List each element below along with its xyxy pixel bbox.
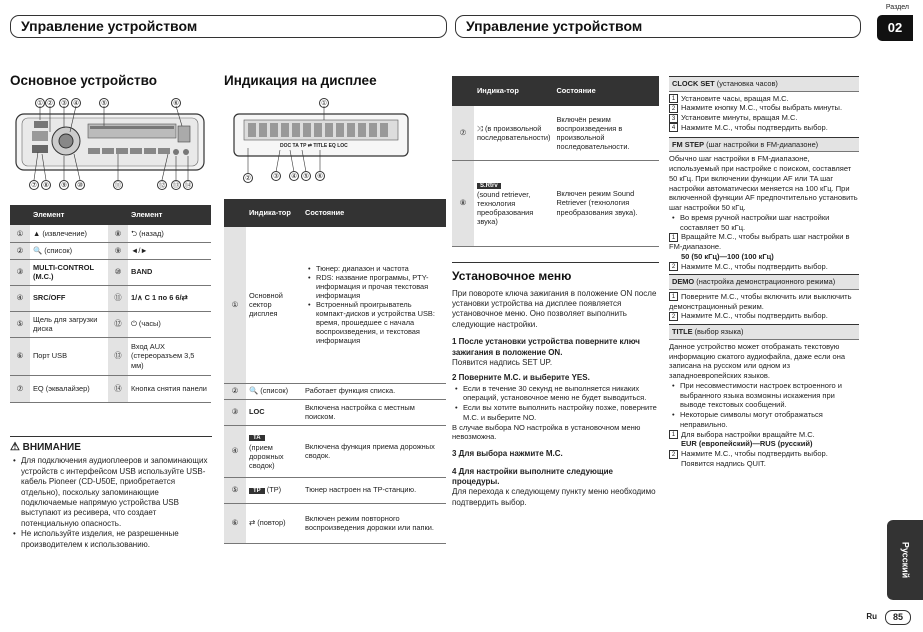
step-number-box: 2 [669, 104, 678, 113]
callout-6: ⑥ [171, 98, 181, 108]
element-cell: MULTI-CONTROL (M.C.) [30, 259, 108, 285]
element-cell: SRC/OFF [30, 285, 108, 311]
callout-9: ⑨ [59, 180, 69, 190]
step-number-box: 1 [669, 292, 678, 301]
fm-step-heading [669, 137, 859, 153]
step-number-box: 1 [669, 430, 678, 439]
section-number: 02 [877, 15, 913, 41]
clock-set-subtitle: (установка часов) [716, 79, 778, 88]
demo-step: Нажмите M.C., чтобы подтвердить выбор. [681, 311, 828, 321]
callout-13: ⑬ [172, 182, 180, 189]
step-number-box: 2 [669, 450, 678, 459]
indicator-cell [246, 477, 302, 503]
clock-step: Нажмите кнопку M.C., чтобы выбрать минуты. [681, 103, 843, 113]
callout-8: ⑧ [41, 180, 51, 190]
clock-step: Нажмите M.C., чтобы подтвердить выбор. [681, 122, 828, 132]
language-side-label: Русский [900, 541, 911, 579]
display-callout-4: ④ [289, 171, 299, 181]
indicator-cell: ⤨ (в произвольной последовательности) [474, 106, 553, 160]
fm-step: Вращайте M.C., чтобы выбрать шаг настройки в FM-диапазоне. [669, 232, 850, 251]
col-header-indicator: Индика-тор [246, 199, 302, 227]
main-unit-table [10, 205, 211, 403]
row-num: ⑥ [224, 503, 246, 543]
indicator-text: (прием дорожных сводок) [249, 442, 284, 470]
indicator-cell: 🔍 (список) [246, 383, 302, 399]
right-header-bar [455, 15, 861, 38]
fm-step-bullets [669, 213, 859, 233]
display-indicator-labels [280, 143, 348, 149]
fm-bullet: • Во время ручной настройки шаг настройки составляет 50 кГц. [669, 213, 859, 233]
callout-1: ① [35, 98, 45, 108]
row-num: ⑧ [452, 160, 474, 246]
element-cell: EQ (эквалайзер) [30, 375, 108, 402]
row-num: ① [224, 227, 246, 383]
row-num: ③ [224, 399, 246, 425]
indicator-text: (sound retriever, технология преобразования звука) [477, 190, 534, 227]
display-callout-3: ③ [271, 171, 281, 181]
warning-heading [10, 441, 212, 454]
display-label: TITLE [313, 143, 328, 149]
display-callout-5: ⑤ [301, 171, 311, 181]
fm-step-title: FM STEP [672, 139, 705, 149]
element-cell: Порт USB [30, 337, 108, 375]
language-side-tab [887, 520, 923, 600]
ta-badge: TA [249, 435, 265, 441]
title-step: Нажмите M.C., чтобы подтвердить выбор. [681, 449, 828, 458]
row-num: ⑫ [108, 311, 128, 337]
callout-2: ② [45, 98, 55, 108]
demo-subtitle: (настройка демонстрационного режима) [696, 277, 836, 287]
row-num: ⑪ [108, 285, 128, 311]
callout-10: ⑩ [75, 180, 85, 190]
row-num: ⑨ [108, 242, 128, 259]
row-num: ⑤ [10, 311, 30, 337]
display-table [224, 199, 446, 544]
display-callout-2: ② [243, 173, 253, 183]
row-num: ③ [10, 259, 30, 285]
step-2-item: • Если вы хотите выполнить настройку позже, поверните M.C. и выберите NO. [452, 403, 659, 423]
state-cell: Работает функция списка. [302, 383, 446, 399]
setup-menu-section [452, 262, 659, 508]
state-cell [302, 227, 446, 383]
element-cell: ⏻ (часы) [128, 311, 211, 337]
fm-step-subtitle: (шаг настройки в FM-диапазоне) [706, 139, 819, 149]
state-cell: Тюнер настроен на TP-станцию. [302, 477, 446, 503]
right-header-title: Управление устройством [466, 18, 643, 34]
main-unit-title: Основное устройство [10, 73, 157, 88]
element-cell: ▲ (извлечение) [30, 225, 108, 242]
row-num: ⑩ [108, 259, 128, 285]
step-1-text: Появится надпись SET UP. [452, 357, 553, 367]
row-num: ② [224, 383, 246, 399]
warning-item: • Для подключения аудиоплееров и запоминающих устройств с интерфейсом USB используйте USB-кабель Pioneer (CD-U50E, приобретается отдельно), поскольку запоминающие подключаемые напрямую устройства USB выступают из ресивера, что создает потенциальную опасность. [10, 456, 212, 529]
callout-5: ⑤ [99, 98, 109, 108]
left-header-title: Управление устройством [21, 18, 198, 34]
display-label: ⇄ [307, 143, 312, 149]
step-4-text: Для перехода к следующему пункту меню необходимо подтвердить выбор. [452, 487, 656, 507]
display-diagram [224, 96, 446, 188]
display-label: EQ [328, 143, 336, 149]
step-4-title: 4 Для настройки выполните следующие процедуры. [452, 466, 613, 486]
element-cell: Кнопка снятия панели [128, 375, 211, 402]
step-1-title: 1 После установки устройства поверните ключ зажигания в положение ON. [452, 337, 640, 357]
demo-title: DEMO [672, 277, 695, 287]
row-num: ② [10, 242, 30, 259]
step-number-box: 1 [669, 233, 678, 242]
warning-block [10, 436, 212, 550]
title-title: TITLE [672, 327, 693, 337]
title-values: EUR (европейский)—RUS (русский) [681, 439, 813, 449]
state-cell: Включена настройка с местным поиском. [302, 399, 446, 425]
element-cell: 1/∧ С 1 по 6 6/⇄ [128, 285, 211, 311]
step-number-box: 2 [669, 262, 678, 271]
row-num: ⑭ [108, 375, 128, 402]
footer-lang: Ru [866, 612, 877, 622]
state-cell: Включена функция приема дорожных сводок. [302, 425, 446, 477]
tp-badge: TP [249, 488, 265, 494]
fm-values: 50 (50 кГц)—100 (100 кГц) [681, 251, 774, 261]
srtrv-badge: S.Rtrv [477, 183, 501, 189]
callout-11: ⑪ [114, 182, 122, 189]
title-bullets [669, 381, 859, 430]
state-cell: Включен режим Sound Retriever (технология преобразования звука). [553, 160, 659, 246]
main-display-list [305, 264, 443, 345]
step-2-text: В случае выбора NO настройка в установочном меню невозможна. [452, 422, 641, 442]
row-num: ⑥ [10, 337, 30, 375]
row-num: ⑤ [224, 477, 246, 503]
title-step: Для выбора настройки вращайте M.C. [681, 429, 815, 439]
title-subtitle: (выбор языка) [694, 327, 744, 337]
display-label: TA [292, 143, 299, 149]
callout-12: ⑫ [158, 182, 166, 189]
fm-step-text: Обычно шаг настройки в FM-диапазоне, используемый при настройке с поиском, составляет 50 кГц. При включении функции AF или TA шаг настройки автоматически меняется на 100 кГц. При включенной функции AF предпочтительно установить шаг настройки 50 кГц. [669, 154, 858, 212]
title-bullet: • При несовместимости настроек встроенного и выбранного языка возможны искажения при выводе текстовых сообщений. [669, 381, 859, 410]
main-unit-diagram [10, 96, 210, 192]
row-num: ④ [10, 285, 30, 311]
warning-list [10, 456, 212, 550]
indicator-text: (TP) [266, 484, 282, 494]
clock-set-heading [669, 76, 859, 92]
warning-title: ВНИМАНИЕ [22, 442, 81, 453]
title-heading [669, 324, 859, 340]
step-3-title: 3 Для выбора нажмите M.C. [452, 449, 563, 459]
col-header-indicator: Индика-тор [474, 76, 553, 106]
row-num: ⑬ [108, 337, 128, 375]
section-label: Раздел [885, 4, 909, 11]
clock-step: Установите часы, вращая M.C. [681, 93, 789, 103]
step-2-list [452, 384, 659, 423]
clock-step: Установите минуты, вращая M.C. [681, 113, 798, 123]
state-item: • Встроенный проигрыватель компакт-дисков и устройства USB: время, прошедшее с начала воспроизведения, и текстовая информация [305, 300, 443, 345]
title-text: Данное устройство может отображать текстовую информацию сжатого аудиофайла, даже если она записана на русском или одном из западноевропейских языков. [669, 341, 846, 380]
state-cell: Включён режим воспроизведения в произвольной последовательности. [553, 106, 659, 160]
col-header-state: Состояние [553, 76, 659, 106]
step-number-box: 4 [669, 123, 678, 132]
step-2-title: 2 Поверните M.C. и выберите YES. [452, 373, 590, 383]
indicator-cell: Основной сектор дисплея [246, 227, 302, 383]
indicator-cell [474, 160, 553, 246]
left-header-bar [10, 15, 447, 38]
display-label: TP [300, 143, 307, 149]
element-cell: ⮌ (назад) [128, 225, 211, 242]
display-label: DOC [280, 143, 292, 149]
fm-step: Нажмите M.C., чтобы подтвердить выбор. [681, 261, 828, 271]
clock-steps [669, 92, 859, 135]
step-number-box: 3 [669, 114, 678, 123]
callout-3: ③ [59, 98, 69, 108]
display-callout-6: ⑥ [315, 171, 325, 181]
clock-set-title: CLOCK SET [672, 79, 715, 88]
title-final: Появится надпись QUIT. [681, 458, 766, 468]
setup-intro: При повороте ключа зажигания в положение ON после установки устройства на дисплее появляется установочное меню. Оно позволяет выполнить следующие настройки. [452, 288, 657, 329]
warning-icon: ⚠ [10, 441, 20, 453]
display-callout-1: ① [319, 98, 329, 108]
step-number-box: 2 [669, 312, 678, 321]
display-label: LOC [337, 143, 348, 149]
indicator-cell [246, 425, 302, 477]
state-item: • RDS: название программы, PTY-информация и прочая текстовая информация [305, 273, 443, 300]
warning-item: • Не используйте изделия, не разрешенные производителем к использованию. [10, 529, 212, 550]
col-header-element-2: Элемент [128, 205, 211, 225]
callout-7: ⑦ [29, 180, 39, 190]
col-header-element-1: Элемент [30, 205, 108, 225]
demo-heading [669, 274, 859, 290]
indicator-cell: ⇄ (повтор) [246, 503, 302, 543]
col-header-state: Состояние [302, 199, 446, 227]
step-2-item: • Если в течение 30 секунд не выполняется никаких операций, установочное меню не будет выводиться. [452, 384, 659, 404]
state-item: • Тюнер: диапазон и частота [305, 264, 443, 273]
callout-14: ⑭ [184, 182, 192, 189]
display-table-continued [452, 76, 659, 247]
row-num: ⑦ [10, 375, 30, 402]
element-cell: BAND [128, 259, 211, 285]
element-cell: Вход AUX (стереоразъем 3,5 мм) [128, 337, 211, 375]
setup-menu-title: Установочное меню [452, 269, 572, 283]
indicator-cell: LOC [246, 399, 302, 425]
settings-column [669, 76, 859, 469]
state-cell: Включен режим повторного воспроизведения дорожки или папки. [302, 503, 446, 543]
footer-page-number: 85 [885, 610, 911, 625]
element-cell: ◄/► [128, 242, 211, 259]
step-number-box: 1 [669, 94, 678, 103]
row-num: ① [10, 225, 30, 242]
row-num: ④ [224, 425, 246, 477]
title-bullet: • Некоторые символы могут отображаться неправильно. [669, 410, 859, 430]
element-cell: Щель для загрузки диска [30, 311, 108, 337]
row-num: ⑧ [108, 225, 128, 242]
callout-4: ④ [71, 98, 81, 108]
element-cell: 🔍 (список) [30, 242, 108, 259]
display-title: Индикация на дисплее [224, 73, 377, 88]
demo-step: Поверните M.C., чтобы включить или выключить демонстрационный режим. [669, 291, 852, 311]
row-num: ⑦ [452, 106, 474, 160]
